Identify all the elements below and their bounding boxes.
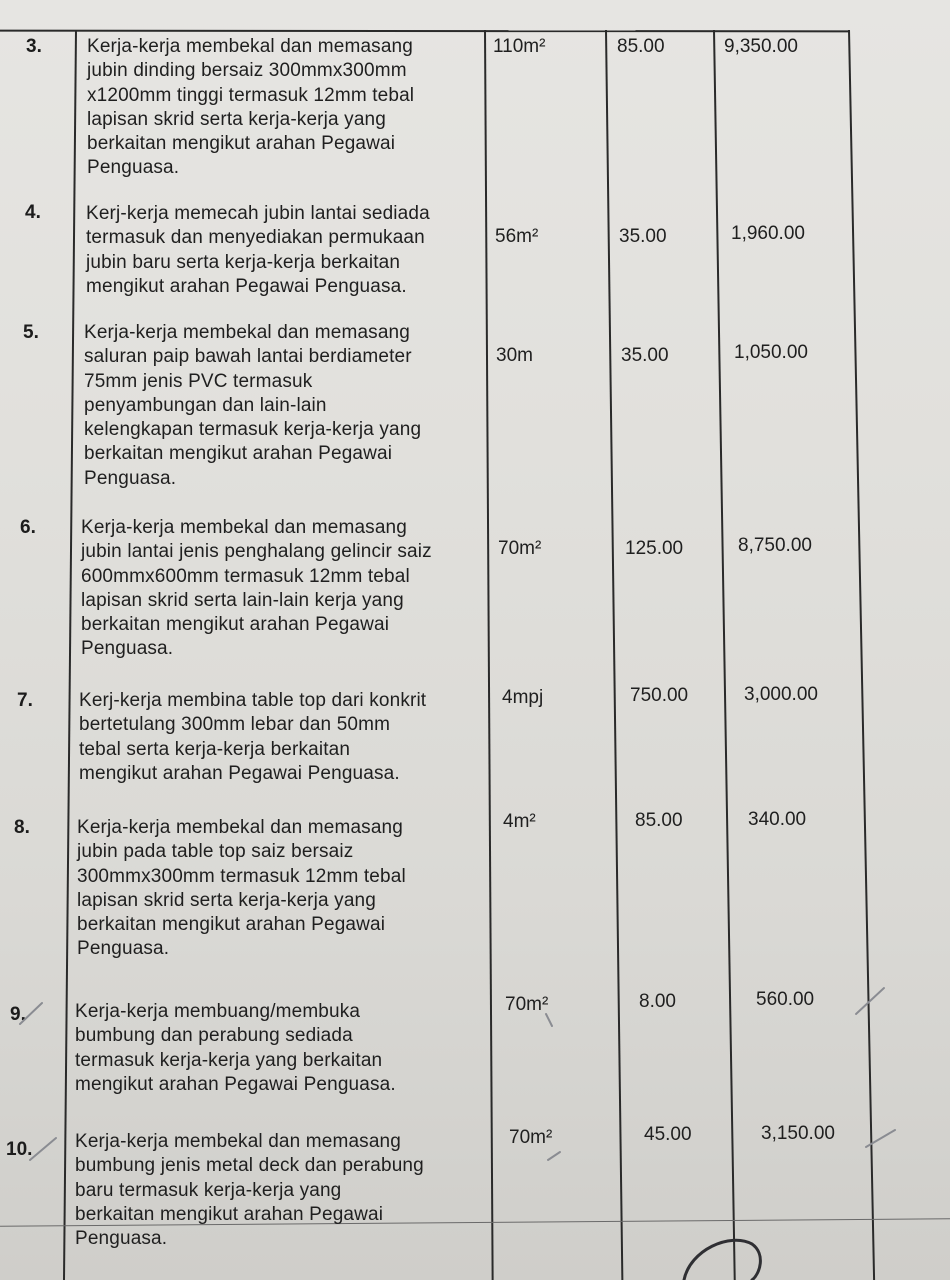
item-rate: 85.00: [635, 810, 683, 831]
item-quantity: 70m²: [498, 538, 542, 559]
item-rate: 125.00: [625, 538, 684, 559]
item-quantity: 110m²: [493, 36, 546, 57]
item-quantity: 70m²: [509, 1127, 553, 1148]
item-rate: 45.00: [644, 1124, 692, 1145]
item-number: 7.: [17, 690, 33, 711]
item-amount: 1,050.00: [734, 342, 808, 363]
item-number: 8.: [14, 817, 30, 838]
item-number: 3.: [26, 36, 42, 57]
item-amount: 9,350.00: [724, 36, 798, 57]
pen-loop-mark: [684, 1240, 760, 1280]
item-rate: 85.00: [617, 36, 665, 57]
item-description: Kerja-kerja membekal dan memasang saluran paip bawah lantai berdiameter 75mm jenis PVC termasuk penyambungan dan lain-lain kelengkapan termasuk kerja-kerja yang berkaitan mengikut arahan Pegawai Penguasa.: [84, 322, 422, 489]
item-number: 10.: [6, 1139, 33, 1160]
item-description: Kerj-kerja membina table top dari konkrit bertetulang 300mm lebar dan 50mm tebal serta kerja-kerja berkaitan mengikut arahan Pegawai Penguasa.: [79, 690, 427, 784]
item-description: Kerj-kerja memecah jubin lantai sediada termasuk dan menyediakan permukaan jubin baru serta kerja-kerja berkaitan mengikut arahan Pegawai Penguasa.: [86, 203, 430, 297]
item-rate: 35.00: [621, 345, 669, 366]
item-rate: 750.00: [630, 685, 689, 706]
item-amount: 340.00: [748, 809, 807, 830]
tick-row-10-qty: [548, 1152, 560, 1160]
tick-row-10-left: [30, 1138, 56, 1160]
item-description: Kerja-kerja membekal dan memasang jubin dinding bersaiz 300mmx300mm x1200mm tinggi termasuk 12mm tebal lapisan skrid serta kerja-kerja yang berkaitan mengikut arahan Pegawai Penguasa.: [87, 36, 415, 179]
item-quantity: 4mpj: [502, 687, 544, 708]
tick-row-9-qty: [546, 1014, 552, 1026]
item-description: Kerja-kerja membuang/membuka bumbung dan perabung sediada termasuk kerja-kerja yang berkaitan mengikut arahan Pegawai Penguasa.: [75, 1001, 396, 1095]
item-amount: 3,000.00: [744, 684, 818, 705]
item-amount: 3,150.00: [761, 1123, 835, 1144]
item-description: Kerja-kerja membekal dan memasang jubin pada table top saiz bersaiz 300mmx300mm termasuk 12mm tebal lapisan skrid serta kerja-kerja yang berkaitan mengikut arahan Pegawai Penguasa.: [77, 817, 406, 960]
item-amount: 8,750.00: [738, 535, 812, 556]
item-number: 6.: [20, 517, 36, 538]
item-rate: 8.00: [639, 991, 676, 1012]
tick-row-10-right: [866, 1130, 895, 1147]
item-description: Kerja-kerja membekal dan memasang jubin lantai jenis penghalang gelincir saiz 600mmx600mm termasuk 12mm tebal lapisan skrid serta lain-lain kerja yang berkaitan mengikut arahan Pegawai Penguasa.: [81, 517, 432, 660]
item-number: 5.: [23, 322, 39, 343]
item-quantity: 4m²: [503, 811, 536, 832]
item-quantity: 56m²: [495, 226, 539, 247]
item-quantity: 30m: [496, 345, 533, 366]
item-description: Kerja-kerja membekal dan memasang bumbung jenis metal deck dan perabung baru termasuk kerja-kerja yang berkaitan mengikut arahan Pegawai Penguasa.: [75, 1131, 424, 1250]
item-amount: 1,960.00: [731, 223, 805, 244]
item-number: 4.: [25, 202, 41, 223]
item-quantity: 70m²: [505, 994, 549, 1015]
item-number: 9.: [10, 1004, 26, 1025]
tick-row-9-right: [856, 988, 884, 1014]
tick-row-9-left: [20, 1003, 42, 1024]
item-amount: 560.00: [756, 989, 815, 1010]
item-rate: 35.00: [619, 226, 667, 247]
